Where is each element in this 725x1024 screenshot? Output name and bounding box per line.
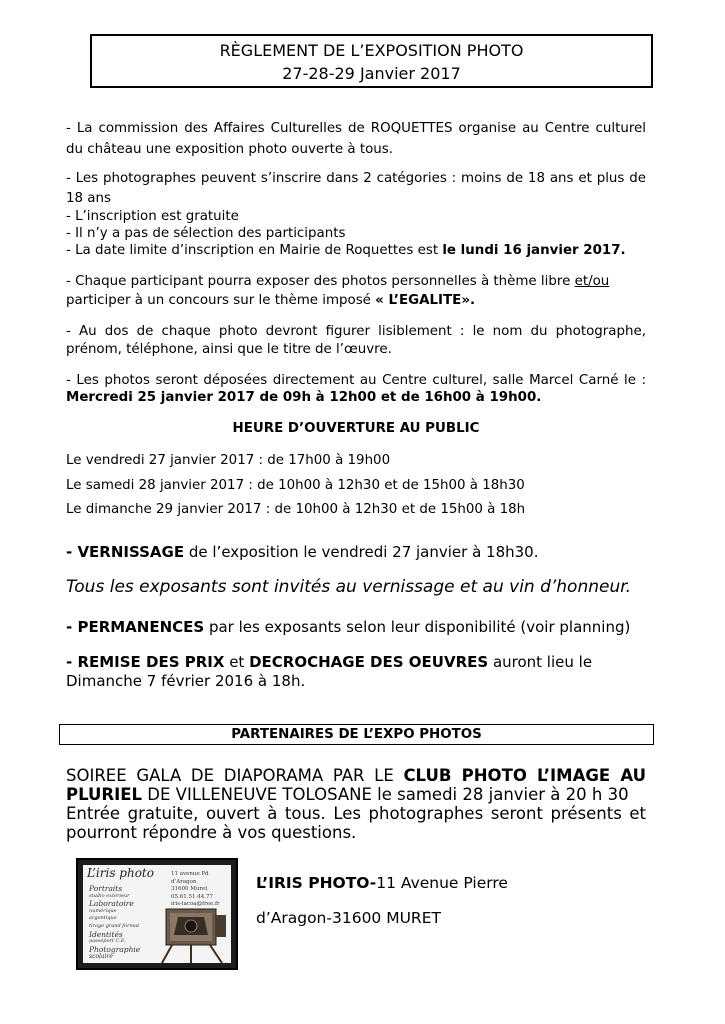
invitation-line: Tous les exposants sont invités au vernissage et au vin d’honneur. [66, 577, 632, 597]
logo-service: Laboratoire [89, 899, 134, 909]
logo-address-line: 11 avenue Pd d’Aragon [171, 871, 209, 885]
rule-labels-line1: - Au dos de chaque photo devront figurer lisiblement : le nom du photographe, [66, 324, 646, 339]
deadline-text: - La date limite d’inscription en Mairie de Roquettes est [66, 243, 443, 258]
iris-address-line1 [256, 874, 508, 892]
vernissage-label: - VERNISSAGE [66, 543, 185, 561]
partners-heading: PARTENAIRES DE L’EXPO PHOTOS [59, 724, 654, 745]
rule-free: - L’inscription est gratuite [66, 209, 239, 224]
deadline-date: le lundi 16 janvier 2017. [442, 243, 626, 258]
gala-line2 [66, 785, 646, 805]
logo-service: Photographie [89, 944, 141, 954]
opening-saturday: Le samedi 28 janvier 2017 : de 10h00 à 12h30 et de 15h00 à 18h30 [66, 478, 525, 493]
vernissage-line [66, 542, 646, 562]
rule-no-selection: - Il n’y a pas de sélection des participants [66, 226, 346, 241]
iris-photo-logo [76, 858, 238, 970]
rule-commission-line2: du château une exposition photo ouverte à tous. [66, 142, 394, 157]
logo-service: scolaire [89, 953, 113, 961]
logo-address-line: 05.61.51.44.77 [171, 893, 213, 900]
prize-and: et [224, 653, 250, 671]
gala-line3: Entrée gratuite, ouvert à tous. Les photographes seront présents et [66, 804, 646, 823]
removal-label: DECROCHAGE DES OEUVRES [249, 653, 489, 671]
page-title: RÈGLEMENT DE L’EXPOSITION PHOTO [219, 41, 524, 60]
gala-date: DE VILLENEUVE TOLOSANE le samedi 28 janvier à 20 h 30 [142, 785, 629, 804]
logo-services [89, 885, 153, 961]
rule-dropoff-line2: Mercredi 25 janvier 2017 de 09h à 12h00 et de 16h00 à 19h00. [66, 390, 542, 405]
permanences-line [66, 617, 646, 637]
rule-participation-line2 [66, 291, 646, 311]
prize-label: - REMISE DES PRIX [66, 653, 225, 671]
prize-line1 [66, 652, 646, 672]
rule-categories-line1: - Les photographes peuvent s’inscrire dans 2 catégories : moins de 18 ans et plus de [66, 171, 646, 186]
prize-line2: Dimanche 7 février 2016 à 18h. [66, 672, 306, 690]
gala-text: SOIREE GALA DE DIAPORAMA PAR LE [66, 766, 404, 785]
gala-line1 [66, 766, 646, 786]
iris-street: 11 Avenue Pierre [376, 874, 508, 892]
logo-service: passeport C.E. [89, 938, 126, 945]
title-box [90, 34, 653, 88]
permanences-text: par les exposants selon leur disponibilité (voir planning) [204, 618, 631, 636]
prize-text: auront lieu le [488, 653, 593, 671]
logo-service: Identités [89, 929, 123, 939]
logo-address-line: 31600 Muret [171, 886, 208, 892]
logo-service: numérique [89, 907, 117, 914]
logo-title: L’iris photo [87, 866, 154, 880]
gala-line4: pourront répondre à vos questions. [66, 823, 357, 842]
rule-deadline [66, 241, 646, 261]
permanences-label: - PERMANENCES [66, 618, 205, 636]
logo-address-line: iris-lacoa@free.fr [171, 901, 220, 907]
logo-service: Portraits [89, 884, 123, 893]
opening-hours-heading: HEURE D’OUVERTURE AU PUBLIC [232, 421, 480, 436]
logo-service: tirage grand format [89, 922, 140, 929]
rule-categories-line2: 18 ans [66, 191, 111, 206]
rule-commission-line1: - La commission des Affaires Culturelles de ROQUETTES organise au Centre culturel [66, 121, 646, 136]
logo-card [83, 865, 231, 963]
participation-andor: et/ou [574, 274, 610, 289]
rule-labels-line2: prénom, téléphone, ainsi que le titre de l’œuvre. [66, 342, 392, 357]
theme-text: participer à un concours sur le thème imposé [66, 293, 376, 308]
club-name: CLUB PHOTO L’IMAGE AU [403, 766, 646, 785]
club-name-end: PLURIEL [66, 785, 143, 804]
iris-name: L’IRIS PHOTO- [256, 874, 377, 892]
participation-text: - Chaque participant pourra exposer des photos personnelles à thème libre [66, 274, 575, 289]
opening-friday: Le vendredi 27 janvier 2017 : de 17h00 à 19h00 [66, 453, 391, 468]
logo-address [171, 871, 231, 909]
exhibition-dates: 27-28-29 Janvier 2017 [282, 64, 461, 83]
theme-name: « L’EGALITE». [375, 293, 476, 308]
vernissage-text: de l’exposition le vendredi 27 janvier à 18h30. [184, 543, 539, 561]
iris-address-line2: d’Aragon-31600 MURET [256, 909, 441, 927]
logo-service: studio extérieur [89, 892, 130, 899]
camera-icon [158, 905, 230, 963]
opening-sunday: Le dimanche 29 janvier 2017 : de 10h00 à 12h30 et de 15h00 à 18h [66, 502, 526, 517]
logo-service: argentique [89, 915, 117, 922]
rule-participation-line1 [66, 272, 646, 292]
rule-dropoff-line1: - Les photos seront déposées directement au Centre culturel, salle Marcel Carné le : [66, 373, 646, 388]
